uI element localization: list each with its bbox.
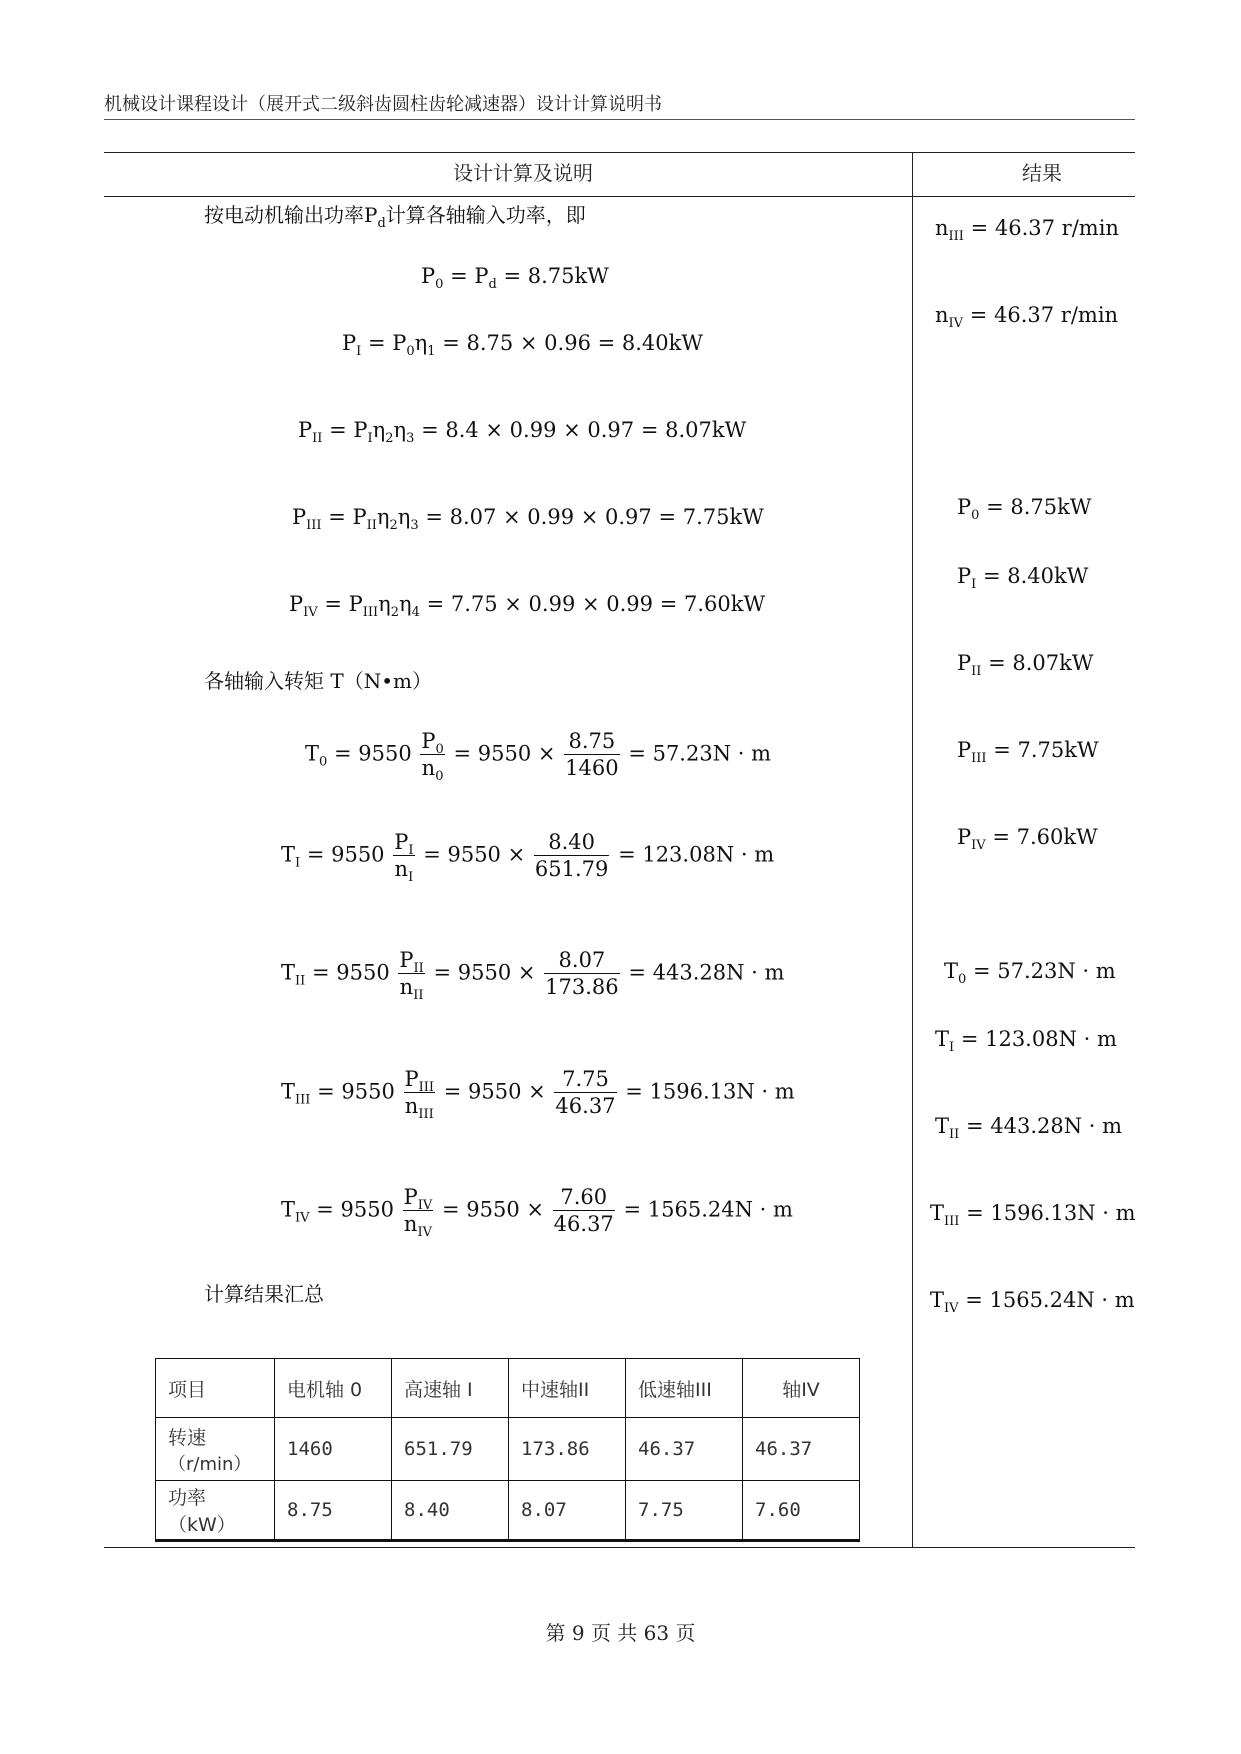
intro-text-start: 按电动机输出功率 [204,203,364,227]
header-divider [104,119,1135,120]
table-header-border [104,196,1135,197]
result-t4: $T_{IV} = 1565.24N \cdot m$ [930,1288,1135,1316]
document-header: 机械设计课程设计（展开式二级斜齿圆柱齿轮减速器）设计计算说明书 [104,94,662,115]
table-cell: 7.60 [743,1481,860,1541]
result-t2: $T_{II} = 443.28N \cdot m$ [935,1114,1123,1142]
column-divider [912,152,913,1547]
equation-t1: $T_I = 9550$ $\frac{P_I}{n_I}$ = 9550 × $\frac{8.40}{651.79}$ = 123.08N · m [281,830,775,886]
page-footer: 第 9 页 共 63 页 [545,1621,696,1645]
table-cell: 1460 [275,1418,392,1481]
table-header-cell: 轴IV [743,1359,860,1418]
table-cell: 173.86 [509,1418,626,1481]
result-n4: $n_{IV} = 46.37$ r/min [935,303,1119,331]
result-p3: $P_{III} = 7.75kW$ [957,738,1099,766]
pd-subscript: d [377,216,386,231]
table-bottom-border [104,1547,1135,1548]
result-p1: $P_I = 8.40kW$ [957,564,1089,592]
table-header-cell: 电机轴 0 [275,1359,392,1418]
column-header-description: 设计计算及说明 [453,161,593,185]
table-cell: 46.37 [626,1418,743,1481]
equation-p1: $P_I = P_0\eta_1 = 8.75 \times 0.96 = 8.40kW$ [342,331,703,359]
table-cell: 8.75 [275,1481,392,1541]
result-p0: $P_0 = 8.75kW$ [957,495,1092,523]
table-header-row [156,1359,860,1418]
table-top-border [104,152,1135,153]
pd-symbol: P [364,203,378,227]
table-row [156,1481,860,1541]
result-p2: $P_{II} = 8.07kW$ [957,651,1094,679]
column-header-results: 结果 [1022,161,1062,185]
equation-p4: $P_{IV} = P_{III}\eta_2\eta_4 = 7.75 \times 0.99 \times 0.99 = 7.60kW$ [289,592,766,620]
equation-p3: $P_{III} = P_{II}\eta_2\eta_3 = 8.07 \times 0.99 \times 0.97 = 7.75kW$ [292,505,764,533]
torque-heading: 各轴输入转矩 T（N•m） [204,669,432,693]
table-row-label: 功率（kW） [156,1481,275,1541]
table-cell: 651.79 [392,1418,509,1481]
table-header-cell: 项目 [156,1359,275,1418]
intro-text-end: 计算各轴输入功率，即 [385,203,586,227]
result-t0: $T_0 = 57.23N \cdot m$ [944,959,1116,987]
table-header-cell: 低速轴III [626,1359,743,1418]
result-p4: $P_{IV} = 7.60kW$ [957,825,1098,853]
table-cell: 8.40 [392,1481,509,1541]
table-row [156,1418,860,1481]
equation-t3: $T_{III} = 9550$ $\frac{P_{III}}{n_{III}}$ = 9550 × $\frac{7.75}{46.37}$ = 1596.13N · m [281,1067,795,1123]
summary-heading: 计算结果汇总 [204,1282,324,1306]
intro-sentence [204,203,586,231]
result-t1: $T_I = 123.08N \cdot m$ [935,1027,1117,1055]
table-header-cell: 中速轴II [509,1359,626,1418]
equation-t0: $T_0 = 9550$ $\frac{P_0}{n_0}$ = 9550 × $\frac{8.75}{1460}$ = 57.23N · m [305,729,772,785]
table-cell: 46.37 [743,1418,860,1481]
equation-p0: $P_0 = P_d = 8.75kW$ [421,264,609,292]
result-n3: $n_{III} = 46.37$ r/min [935,216,1119,244]
result-t3: $T_{III} = 1596.13N \cdot m$ [930,1201,1136,1229]
summary-table [155,1358,860,1542]
equation-t2: $T_{II} = 9550$ $\frac{P_{II}}{n_{II}}$ = 9550 × $\frac{8.07}{173.86}$ = 443.28N · m [281,948,785,1004]
table-cell: 7.75 [626,1481,743,1541]
table-header-cell: 高速轴 I [392,1359,509,1418]
table-cell: 8.07 [509,1481,626,1541]
equation-p2: $P_{II} = P_I\eta_2\eta_3 = 8.4 \times 0.99 \times 0.97 = 8.07kW$ [298,418,747,446]
table-row-label: 转速 （r/min） [156,1418,275,1481]
equation-t4: $T_{IV} = 9550$ $\frac{P_{IV}}{n_{IV}}$ = 9550 × $\frac{7.60}{46.37}$ = 1565.24N · m [281,1185,793,1241]
